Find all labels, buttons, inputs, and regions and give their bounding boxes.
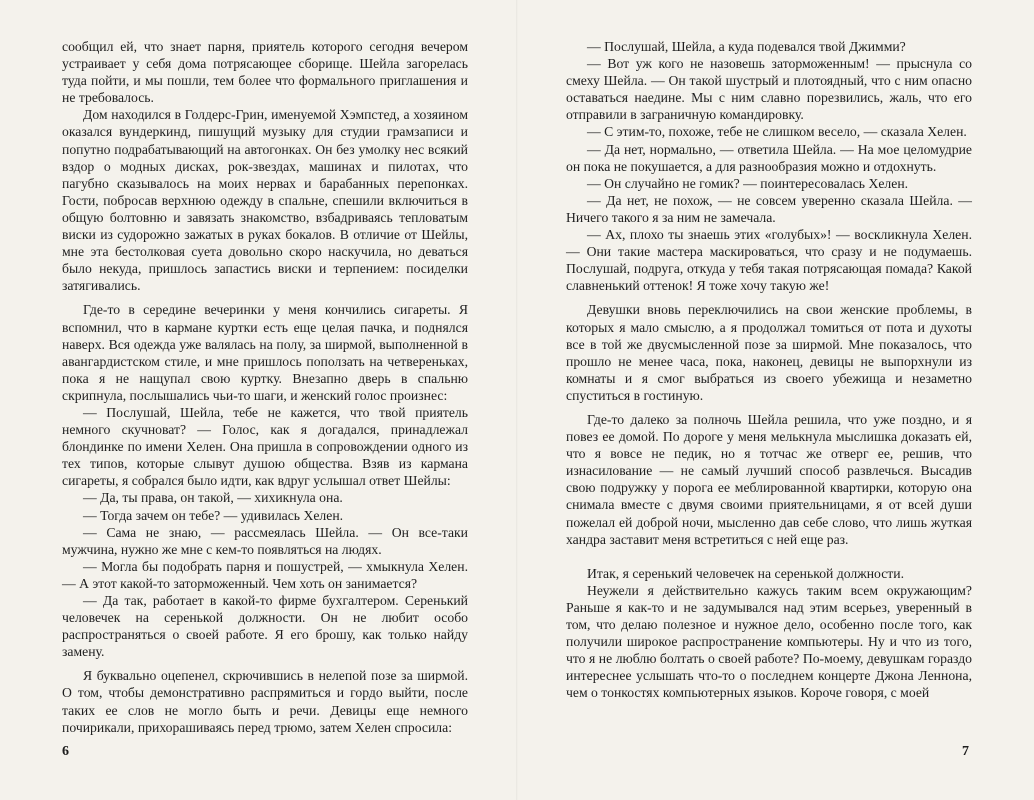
- paragraph: — Тогда зачем он тебе? — удивилась Хелен.: [83, 507, 344, 523]
- paragraph: — Он случайно не гомик? — поинтересовалась Хелен.: [587, 175, 909, 191]
- page-number-right: 7: [962, 744, 969, 759]
- paragraph: — Послушай, Шейла, а куда подевался твой Джимми?: [587, 39, 906, 54]
- paragraph: Дом находился в Голдерс-Грин, именуемой Хэмпстед, а хозяином оказался вундеркинд, пишущий музыку для студии грамзаписи и попутно подрабатывающий на автогонках. Он без умолку нес всякий вздор о модных дисках, рок-звездах, машинах и пилотах, что пагубно сказывалось на моих нервах и барабанных перепонках. Гости, побросав верхнюю одежду в спальне, спешили включиться в общую болтовню и завязать знакомство, взбадриваясь тепловатым виски из судорожно зажатых в руках бокалов. В отличие от Шейлы, мне эта бестолковая суета довольно скоро наскучила, но деваться было некуда, пришлось запастись виски и терпением: посиделки затягивались.: [62, 107, 468, 294]
- right-page-text: [566, 38, 972, 701]
- paragraph: — Да так, работает в какой-то фирме бухгалтером. Серенький человечек на серенькой должности. Он не любит особо распространяться о своей работе. Я его брошу, как только найду замену.: [62, 593, 468, 660]
- book-gutter: [516, 0, 518, 800]
- paragraph: Неужели я действительно кажусь таким всем окружающим? Раньше я как-то и не задумывался над этим всерьез, уверенный в том, что делаю полезное и нужное дело, особенно после того, как получили широкое распространение компьютеры. Ну и что из того, что я не люблю болтать о своей работе? По-моему, девушкам гораздо интереснее услышать что-то о последнем концерте Джона Леннона, чем о тонкостях компьютерных языков. Короче говоря, с моей: [566, 582, 972, 701]
- paragraph: Где-то в середине вечеринки у меня кончились сигареты. Я вспомнил, что в кармане куртки есть еще целая пачка, и поднялся наверх. Вся одежда уже валялась на полу, за ширмой, выполненной в авангардистском стиле, и мне пришлось поползать на четвереньках, пока я не нащупал свою куртку. Внезапно дверь в спальню скрипнула, послышались чьи-то шаги, и женский голос произнес:: [62, 302, 468, 403]
- paragraph: Где-то далеко за полночь Шейла решила, что уже поздно, и я повез ее домой. По дороге у меня мелькнула мыслишка доказать ей, что я вовсе не педик, но я тотчас же отверг ее, решив, что изнасилование — не самый лучший способ развлечься. Высадив свою подружку у порога ее меблированной квартирки, которую она снимала вместе с двумя своими приятельницами, я от всей души пожелал ей доброй ночи, мысленно дав себе слово, что лишь жуткая хандра заставит меня встретиться с ней еще раз.: [566, 411, 972, 547]
- paragraph: — Вот уж кого не назовешь заторможенным! — прыснула со смеху Шейла. — Он такой шустрый и плотоядный, что с ним опасно оставаться наедине. Мы с ним славно порезвились, жаль, что его отправили в заграничную командировку.: [566, 56, 972, 123]
- paragraph: — Могла бы подобрать парня и пошустрей, — хмыкнула Хелен. — А этот какой-то заторможенный. Чем хоть он занимается?: [62, 558, 468, 591]
- paragraph: Итак, я серенький человечек на серенькой должности.: [587, 565, 905, 581]
- paragraph: — Послушай, Шейла, тебе не кажется, что твой приятель немного скучноват? — Голос, как я догадался, принадлежал блондинке по имени Хелен. Она пришла в сопровождении одного из тех типов, которые слывут душою общества. Взяв из кармана сигареты, я собрался было идти, как вдруг услышал ответ Шейлы:: [62, 404, 468, 489]
- paragraph: Я буквально оцепенел, скрючившись в нелепой позе за ширмой. О том, чтобы демонстративно распрямиться и гордо выйти, после таких ее слов не могло быть и речи. Девицы еще немного почирикали, прихорашиваясь перед трюмо, затем Хелен спросила:: [62, 668, 468, 735]
- paragraph: — Да, ты права, он такой, — хихикнула она.: [83, 490, 343, 506]
- paragraph: — Да нет, нормально, — ответила Шейла. — На мое целомудрие он пока не покушается, а для разнообразия можно и отдохнуть.: [566, 141, 972, 174]
- left-page-text: [62, 38, 468, 736]
- paragraph: — С этим-то, похоже, тебе не слишком весело, — сказала Хелен.: [587, 124, 967, 140]
- paragraph: сообщил ей, что знает парня, приятель которого сегодня вечером устраивает у себя дома потрясающее сборище. Шейла загорелась туда пойти, и мы пошли, тем более что формального приглашения и не требовалось.: [62, 39, 468, 106]
- paragraph: — Сама не знаю, — рассмеялась Шейла. — Он все-таки мужчина, нужно же мне с кем-то появляться на людях.: [62, 524, 468, 557]
- paragraph: — Ах, плохо ты знаешь этих «голубых»! — воскликнула Хелен. — Они такие мастера маскироваться, что сразу и не подумаешь. Послушай, подруга, откуда у тебя такая потрясающая помада? Какой славненький оттенок! Я тоже хочу такую же!: [566, 227, 972, 294]
- paragraph: — Да нет, не похож, — не совсем уверенно сказала Шейла. — Ничего такого я за ним не замечала.: [566, 192, 972, 225]
- page-number-left: 6: [62, 744, 69, 759]
- paragraph: Девушки вновь переключились на свои женские проблемы, в которых я мало смыслю, а я продолжал томиться от пота и духоты все в той же двусмысленной позе за ширмой. Мне показалось, что прошло не менее часа, пока, наконец, девицы не выпорхнули из комнаты и я смог выбраться из своего убежища и незаметно спуститься в гостиную.: [566, 302, 972, 403]
